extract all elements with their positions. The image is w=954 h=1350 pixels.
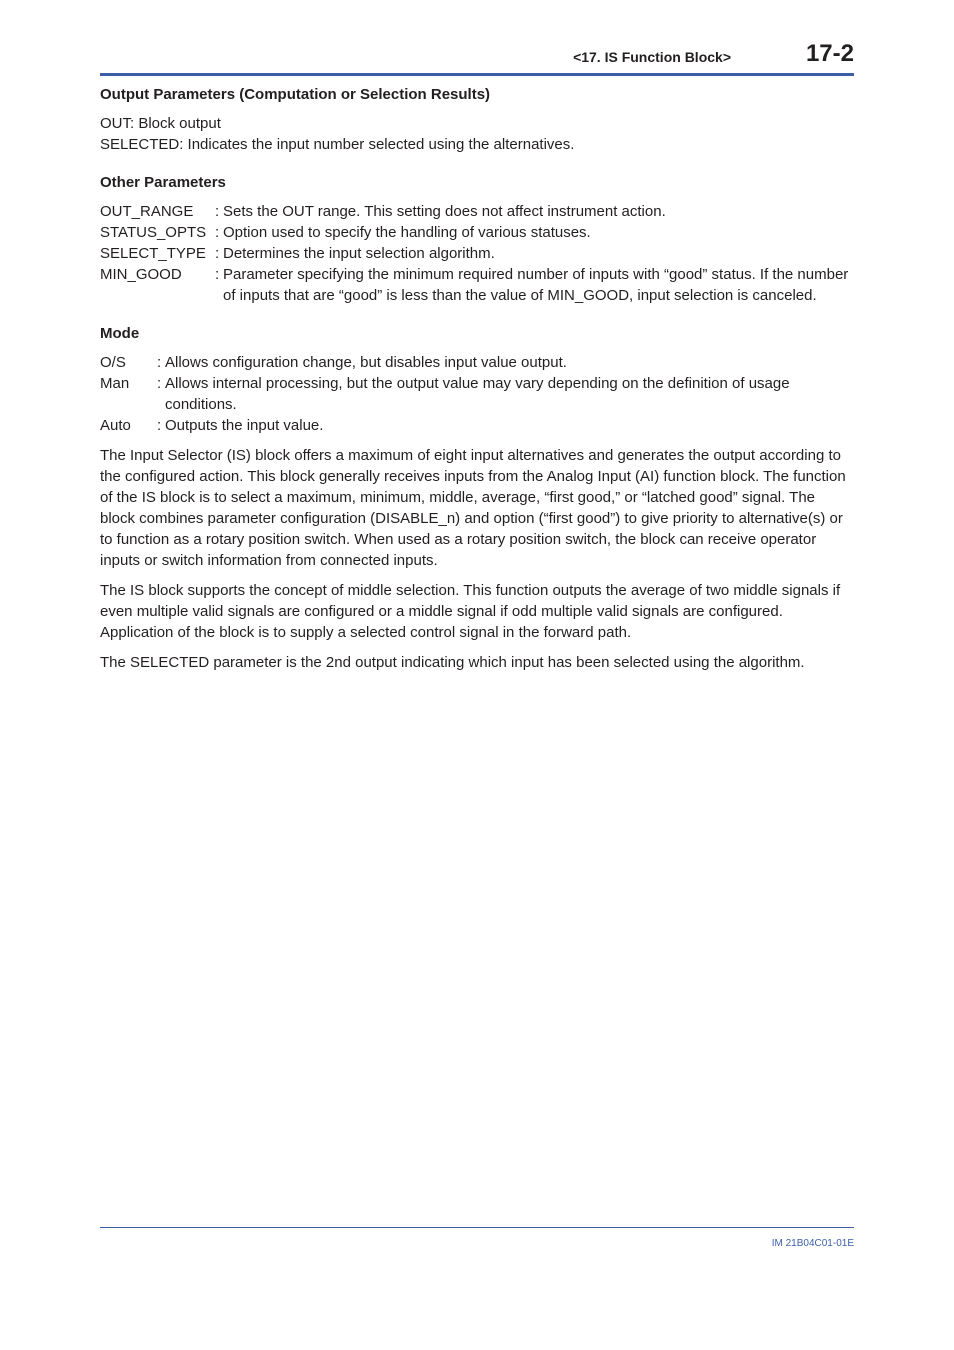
mode-desc: Outputs the input value.	[165, 417, 324, 434]
other-parameters-list	[100, 201, 854, 306]
param-key: MIN_GOOD	[100, 266, 182, 283]
output-parameters-list	[100, 113, 854, 155]
mode-colon: :	[157, 375, 162, 392]
page-header	[100, 40, 854, 76]
output-parameters-heading: Output Parameters (Computation or Selection Results)	[100, 86, 491, 103]
body-paragraph-2: The IS block supports the concept of middle selection. This function outputs the average of two middle signals if even multiple valid signals are configured or a middle signal if odd multiple valid signals are configured. Application of the block is to supply a selected control signal in the forward path.	[100, 582, 841, 641]
mode-list	[100, 352, 854, 436]
other-parameters-heading: Other Parameters	[100, 174, 226, 191]
page-number: 17-2	[805, 40, 854, 67]
page-content	[100, 84, 854, 682]
mode-key: O/S	[100, 354, 126, 371]
param-colon: :	[215, 266, 220, 283]
param-key: OUT_RANGE	[100, 203, 194, 220]
param-desc: Determines the input selection algorithm.	[223, 245, 495, 262]
param-key: SELECT_TYPE	[100, 245, 206, 262]
document-id: IM 21B04C01-01E	[771, 1238, 854, 1249]
param-row-min-good	[100, 264, 854, 306]
mode-heading: Mode	[100, 325, 140, 342]
body-paragraph-3: The SELECTED parameter is the 2nd output indicating which input has been selected using the algorithm.	[100, 654, 805, 671]
param-row-status-opts	[100, 222, 854, 243]
param-desc: Option used to specify the handling of various statuses.	[223, 224, 591, 241]
param-desc: Parameter specifying the minimum required number of inputs with “good” status. If the number of inputs that are “good” is less than the value of MIN_GOOD, input selection is canceled.	[223, 266, 849, 304]
param-key: STATUS_OPTS	[100, 224, 207, 241]
param-row-select-type	[100, 243, 854, 264]
param-colon: :	[215, 245, 220, 262]
mode-row-auto	[100, 415, 854, 436]
mode-desc: Allows internal processing, but the output value may vary depending on the definition of usage conditions.	[165, 375, 790, 413]
output-line-selected: SELECTED: Indicates the input number selected using the alternatives.	[100, 136, 575, 153]
body-paragraph-1: The Input Selector (IS) block offers a maximum of eight input alternatives and generates the output according to the configured action. This block generally receives inputs from the Analog Input (AI) function block. The function of the IS block is to select a maximum, minimum, middle, average, “first good,” or “latched good” signal. The block combines parameter configuration (DISABLE_n) and option (“first good”) to give priority to alternative(s) or to function as a rotary position switch. When used as a rotary position switch, the block can receive operator inputs or switch information from connected inputs.	[100, 447, 846, 569]
mode-desc: Allows configuration change, but disables input value output.	[165, 354, 567, 371]
mode-row-os	[100, 352, 854, 373]
header-rule	[100, 73, 854, 76]
param-colon: :	[215, 224, 220, 241]
mode-row-man	[100, 373, 854, 415]
output-line-out: OUT: Block output	[100, 115, 221, 132]
param-desc: Sets the OUT range. This setting does not affect instrument action.	[223, 203, 666, 220]
mode-colon: :	[157, 417, 162, 434]
footer-rule	[100, 1227, 854, 1228]
param-colon: :	[215, 203, 220, 220]
mode-colon: :	[157, 354, 162, 371]
chapter-title: <17. IS Function Block>	[573, 49, 731, 65]
mode-key: Man	[100, 375, 130, 392]
mode-key: Auto	[100, 417, 131, 434]
param-row-out-range	[100, 201, 854, 222]
